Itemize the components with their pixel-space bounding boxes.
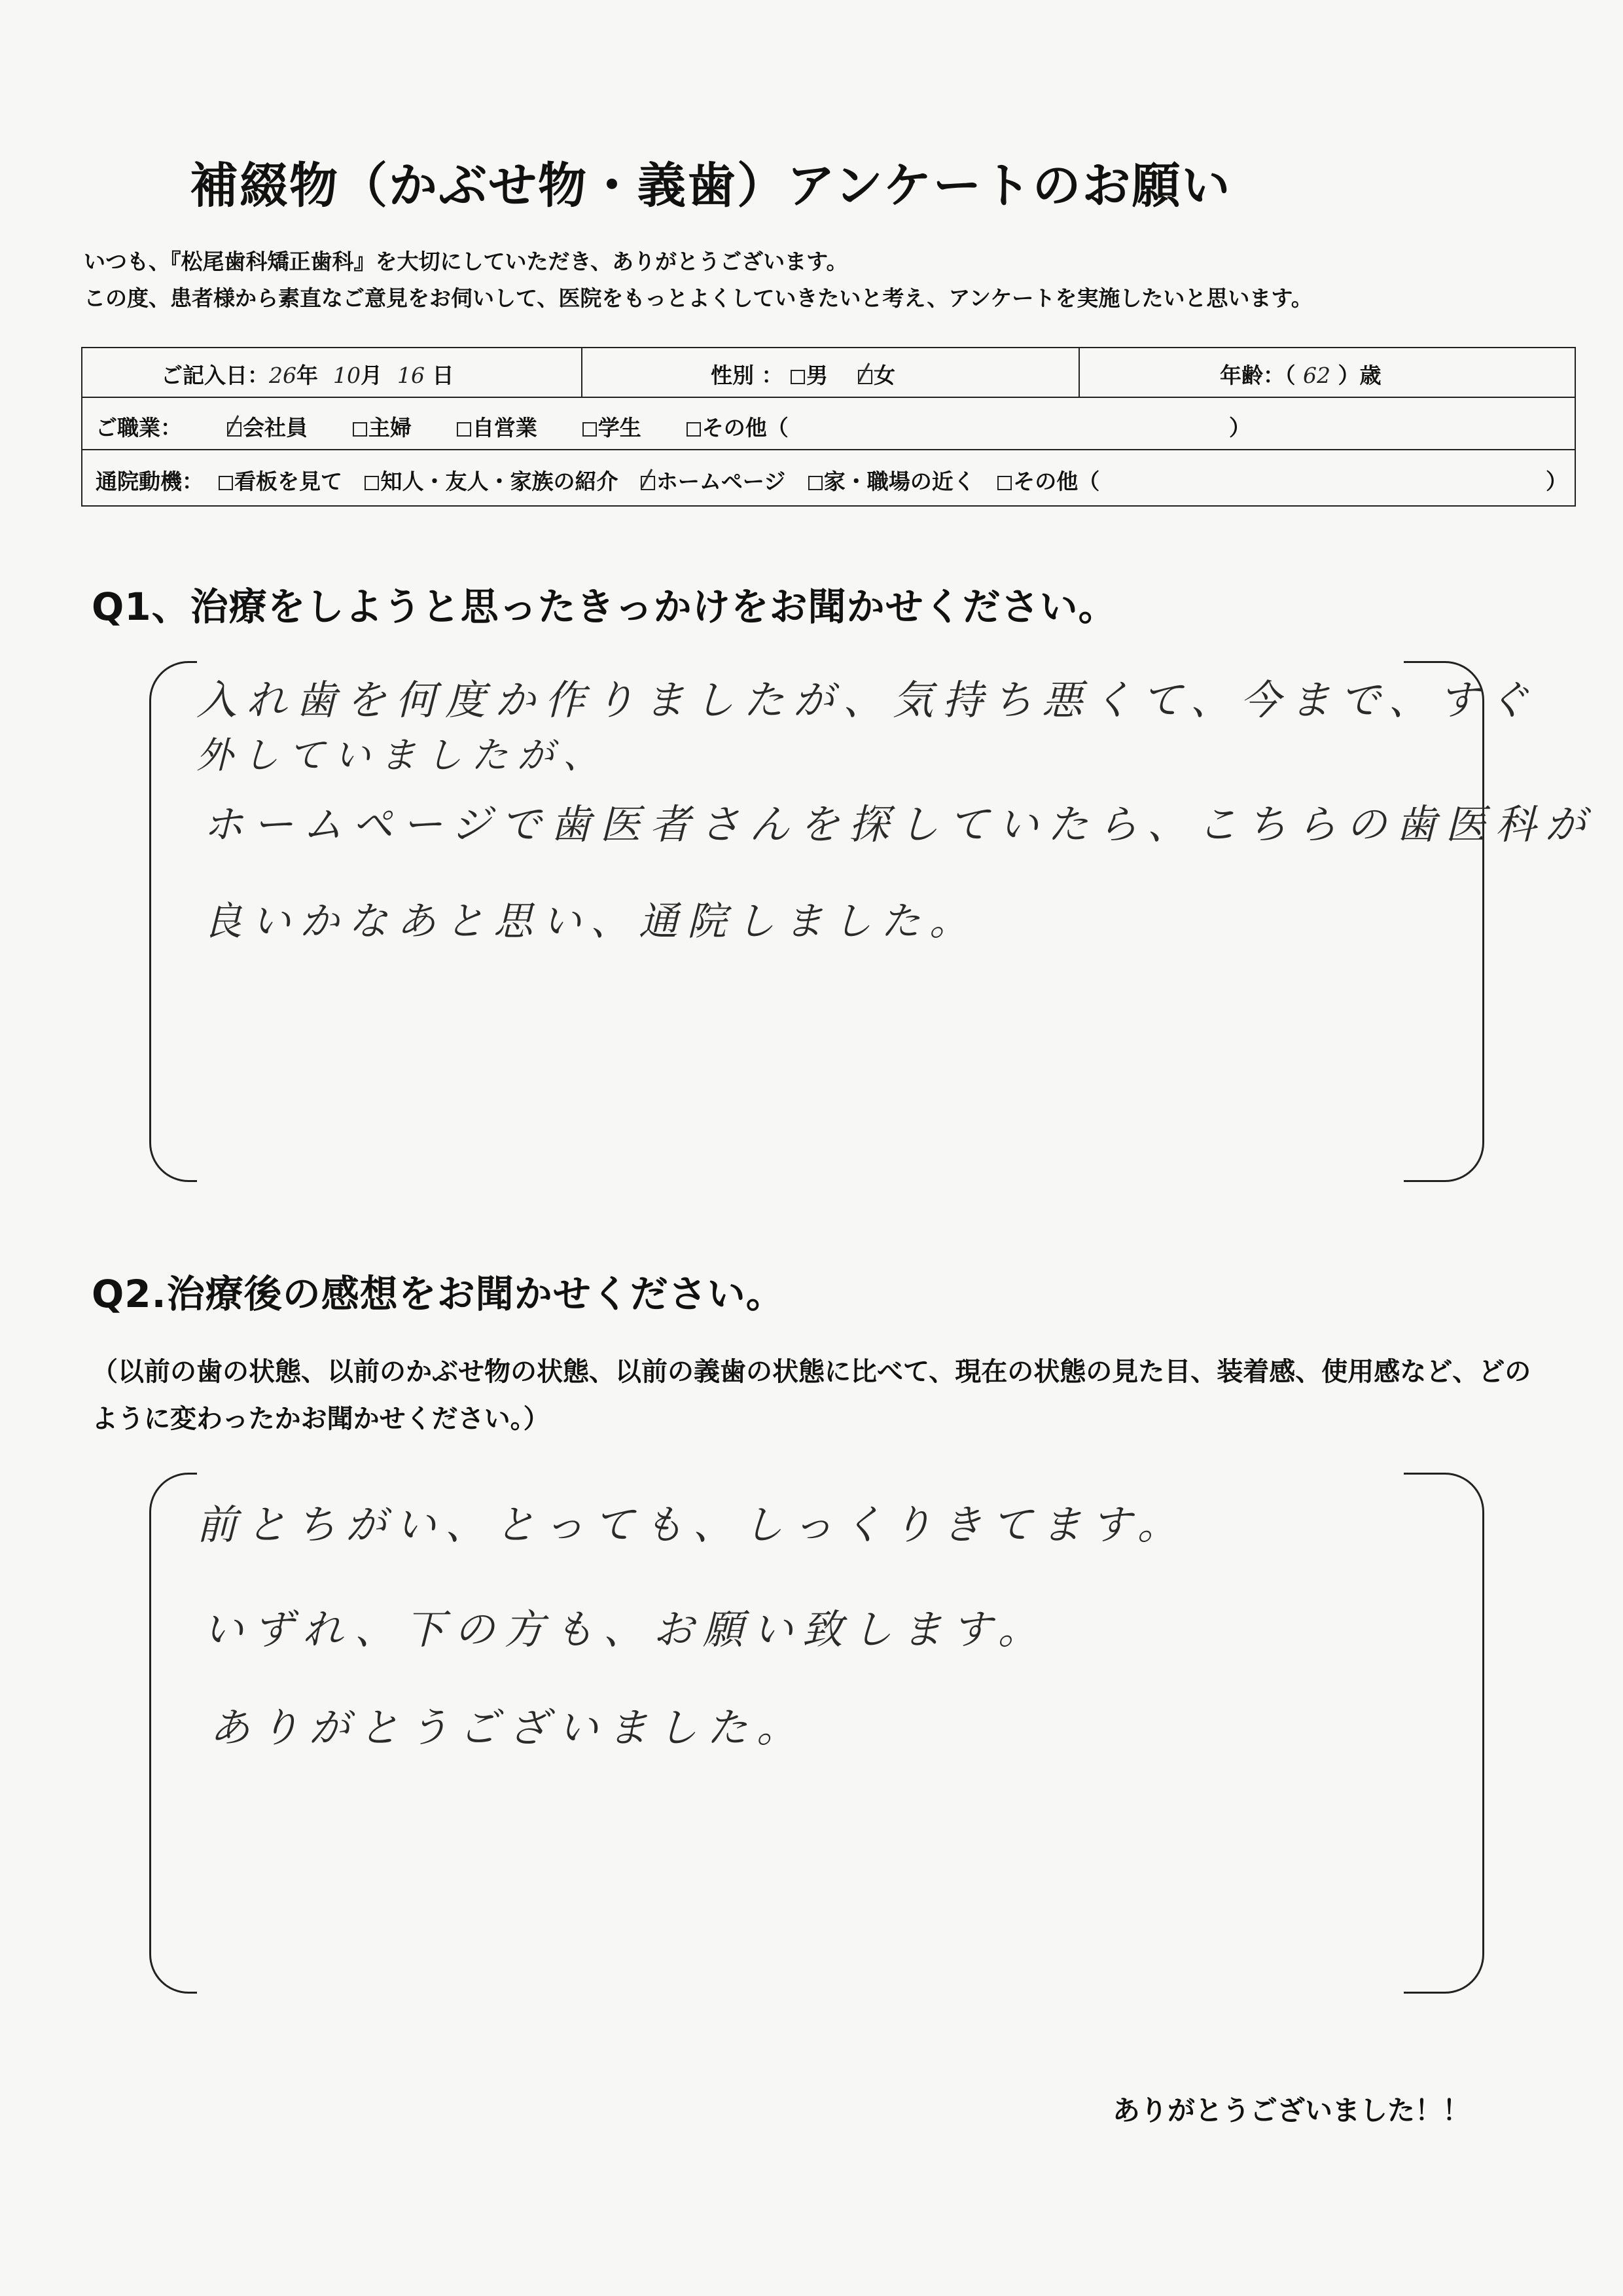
job-option-housewife: 主婦: [368, 415, 412, 440]
motive-option-nearby: 家・職場の近く: [823, 469, 975, 494]
date-field[interactable]: [161, 359, 454, 389]
age-field[interactable]: [1220, 359, 1382, 389]
date-month-unit: 月: [360, 363, 382, 388]
age-unit: ）歳: [1338, 363, 1382, 388]
job-company-checkbox[interactable]: [227, 422, 241, 437]
job-other-checkbox[interactable]: [687, 422, 701, 437]
info-table: [81, 347, 1576, 507]
job-option-other: その他（: [702, 415, 789, 440]
job-option-student: 学生: [597, 415, 641, 440]
q1-answer-line-2: 外していましたが、: [196, 734, 609, 777]
job-student-checkbox[interactable]: [582, 422, 597, 437]
info-row-date-gender-age: [82, 348, 1575, 398]
motive-label: 通院動機：: [96, 469, 204, 494]
motive-referral-checkbox[interactable]: [365, 476, 379, 490]
info-row-occupation: [82, 398, 1575, 450]
closing-thanks: ありがとうございました！！: [1113, 2094, 1471, 2126]
gender-male-checkbox[interactable]: [791, 370, 805, 384]
gender-male-label: 男: [806, 363, 828, 388]
motive-option-referral: 知人・友人・家族の紹介: [380, 469, 618, 494]
gender-female-label: 女: [873, 363, 895, 388]
job-other-close: ）: [1229, 415, 1251, 440]
motive-other-close: ）: [1546, 469, 1567, 494]
job-housewife-checkbox[interactable]: [353, 422, 367, 437]
gender-female-checkbox[interactable]: [858, 370, 872, 384]
occupation-field: [96, 411, 789, 442]
motive-nearby-checkbox[interactable]: [808, 476, 823, 490]
intro-line-2: この度、患者様から素直なご意見をお伺いして、医院をもっとよくしていきたいと考え、アンケートを実施したいと思います。: [84, 285, 1313, 311]
date-label: ご記入日：: [161, 363, 269, 388]
info-row-motive: [82, 450, 1575, 505]
q1-answer-line-1: 入れ歯を何度か作りましたが、気持ち悪くて、今まで、すぐ: [196, 676, 1538, 724]
page-title: 補綴物（かぶせ物・義歯）アンケートのお願い: [190, 158, 1232, 214]
job-option-company: 会社員: [242, 415, 308, 440]
motive-option-signboard: 看板を見て: [234, 469, 342, 494]
q2-question: Q2.治療後の感想をお聞かせください。: [92, 1272, 785, 1316]
date-day-unit: 日: [432, 363, 454, 388]
motive-other-checkbox[interactable]: [997, 476, 1012, 490]
motive-signboard-checkbox[interactable]: [219, 476, 233, 490]
age-value[interactable]: 62: [1303, 363, 1330, 388]
date-year-unit: 年: [296, 363, 318, 388]
intro-text: [84, 243, 1313, 317]
age-label: 年齢：（: [1220, 363, 1296, 388]
date-month-value[interactable]: 10: [332, 363, 361, 388]
date-day-value[interactable]: 16: [397, 363, 425, 388]
q2-answer-line-3: ありがとうございました。: [209, 1704, 807, 1751]
gender-field: [711, 359, 895, 389]
date-year-value[interactable]: 26: [269, 363, 296, 388]
q2-answer-line-2: いずれ、下の方も、お願い致します。: [203, 1605, 1048, 1653]
motive-option-homepage: ホームページ: [656, 469, 786, 494]
intro-line-1: いつも、『松尾歯科矯正歯科』を大切にしていただき、ありがとうございます。: [84, 249, 848, 274]
q1-answer-line-4: 良いかなあと思い、通院しました。: [203, 899, 978, 944]
job-label: ご職業：: [96, 415, 182, 440]
q2-instruction: （以前の歯の状態、以前のかぶせ物の状態、以前の義歯の状態に比べて、現在の状態の見た目、装着感、使用感など、どのように変わったかお聞かせください。）: [92, 1357, 1531, 1434]
q1-answer-line-3: ホームページで歯医者さんを探していたら、こちらの歯医科が: [203, 800, 1595, 848]
q2-answer-line-1: 前とちがい、とっても、しっくりきてます。: [196, 1501, 1187, 1549]
motive-option-other: その他（: [1013, 469, 1100, 494]
motive-field: [96, 465, 1099, 495]
motive-homepage-checkbox[interactable]: [641, 476, 655, 490]
job-selfemployed-checkbox[interactable]: [457, 422, 471, 437]
gender-label: 性別 ：: [711, 363, 783, 388]
job-option-selfemployed: 自営業: [472, 415, 537, 440]
q1-question: Q1、治療をしようと思ったきっかけをお聞かせください。: [92, 584, 1117, 629]
